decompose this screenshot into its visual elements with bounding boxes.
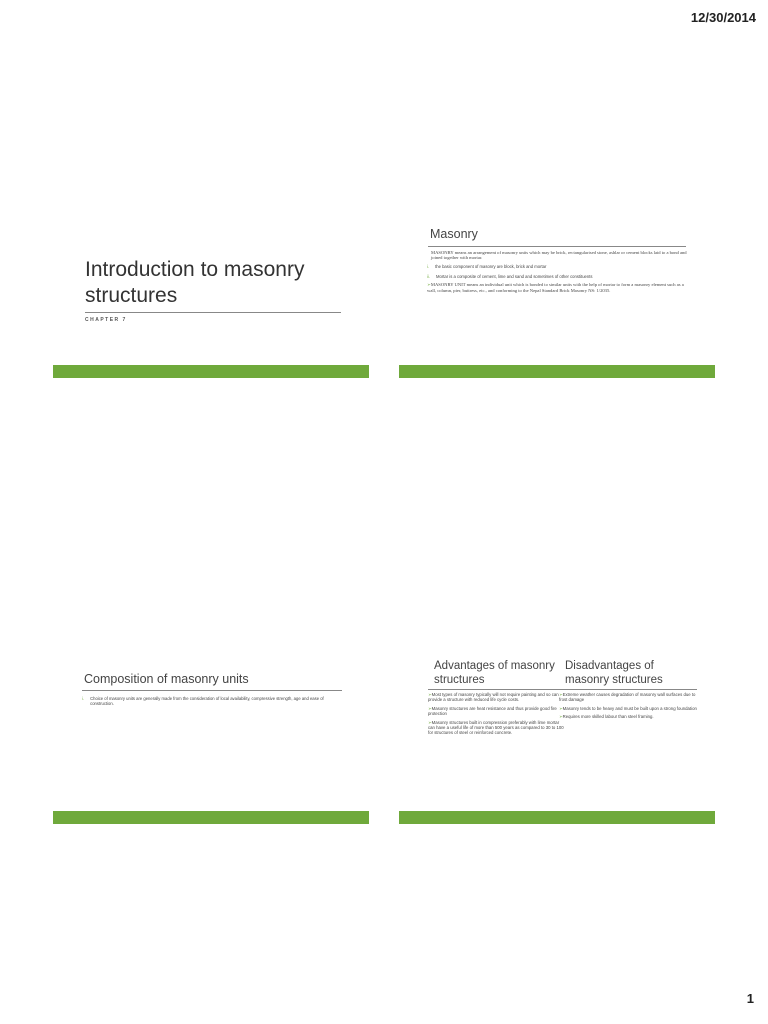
title-divider bbox=[82, 690, 342, 691]
list-bullet: i. bbox=[82, 696, 85, 701]
slide-footer-bar bbox=[399, 365, 715, 378]
advantages-column bbox=[428, 660, 566, 739]
slide-footer-bar bbox=[53, 365, 369, 378]
list-item bbox=[428, 692, 566, 703]
slide-footer-bar bbox=[53, 811, 369, 824]
chapter-label: CHAPTER 7 bbox=[85, 317, 127, 323]
list-item-text: Choice of masonry units are generally made from the consideration of local availability, compressive strength, age and ease of construction. bbox=[90, 696, 324, 707]
slide-body bbox=[427, 250, 689, 293]
list-item-text: Masonry tends to be heavy and must be built upon a strong foundation bbox=[562, 705, 697, 711]
list-bullet: i. bbox=[427, 263, 430, 269]
list-item-text: Masonry structures built in compression preferably with lime mortar can have a useful life of more than 500 years as compared to 30 to 100 for structures of steel or reinforced concrete. bbox=[428, 719, 564, 736]
arrow-bullet-icon: ➢ bbox=[559, 692, 563, 697]
arrow-bullet-icon: ➢ bbox=[428, 692, 432, 697]
advantages-title: Advantages of masonry structures bbox=[434, 660, 555, 686]
column-divider bbox=[559, 689, 697, 690]
list-item bbox=[427, 264, 689, 269]
slide-advantages-disadvantages bbox=[399, 610, 715, 824]
list-item-text: Extreme weather causes degradation of masonry wall surfaces due to frost damage bbox=[559, 692, 696, 703]
list-item bbox=[82, 696, 340, 706]
masonry-unit-definition bbox=[427, 282, 689, 293]
arrow-bullet-icon: ➢ bbox=[427, 282, 431, 288]
slide-title: Masonry bbox=[430, 227, 478, 241]
slide-title: Composition of masonry units bbox=[84, 672, 249, 686]
print-date: 12/30/2014 bbox=[690, 10, 756, 25]
list-item-text: Most types of masonry typically will not require painting and so can provide a structure with reduced life cycle costs. bbox=[428, 692, 559, 703]
list-item-text: Requires more skilled labour than steel framing. bbox=[562, 714, 654, 720]
list-item bbox=[428, 720, 566, 736]
arrow-bullet-icon: ➢ bbox=[428, 719, 432, 725]
slide-masonry bbox=[399, 164, 715, 378]
page-number: 1 bbox=[746, 991, 754, 1006]
list-item bbox=[428, 705, 566, 720]
list-item-text: Mortar is a composite of cement, lime and sand and sometimes of other constituents bbox=[436, 274, 593, 280]
arrow-bullet-icon: ➢ bbox=[428, 705, 432, 711]
arrow-bullet-icon: ➢ bbox=[559, 705, 563, 711]
slide-body bbox=[82, 694, 340, 708]
list-bullet: ii. bbox=[427, 274, 431, 280]
list-item bbox=[559, 692, 697, 703]
disadvantages-column bbox=[559, 660, 697, 723]
title-divider bbox=[428, 246, 686, 247]
list-item bbox=[559, 706, 697, 711]
list-item-text: Masonry structures are heat resistance and thus provide good fire protection bbox=[428, 705, 557, 717]
disadvantages-title: Disadvantages of masonry structures bbox=[565, 660, 663, 686]
column-divider bbox=[428, 689, 566, 690]
slide-footer-bar bbox=[399, 811, 715, 824]
slide-title: Introduction to masonry structures bbox=[85, 258, 305, 307]
masonry-unit-text: MASONRY UNIT means an individual unit which is bonded to similar units with the help of mortar to form a masonry element such as a wall, column, pier, buttress, etc., and conforming to the Nepal Standard Brick Masonry NS: 1/2035. bbox=[427, 282, 684, 293]
title-divider bbox=[85, 312, 341, 313]
slide-intro bbox=[53, 164, 369, 378]
list-item bbox=[427, 274, 689, 279]
list-item bbox=[559, 714, 697, 719]
arrow-bullet-icon: ➢ bbox=[559, 714, 563, 720]
masonry-definition: MASONRY means an arrangement of masonry units which may be brick, rectangularised stone, ashlar or cement blocks laid to a bond and joined together with mortar. bbox=[431, 250, 687, 261]
list-item-text: the basic component of masonry are block, brick and mortar bbox=[435, 263, 547, 269]
slide-composition bbox=[53, 610, 369, 824]
